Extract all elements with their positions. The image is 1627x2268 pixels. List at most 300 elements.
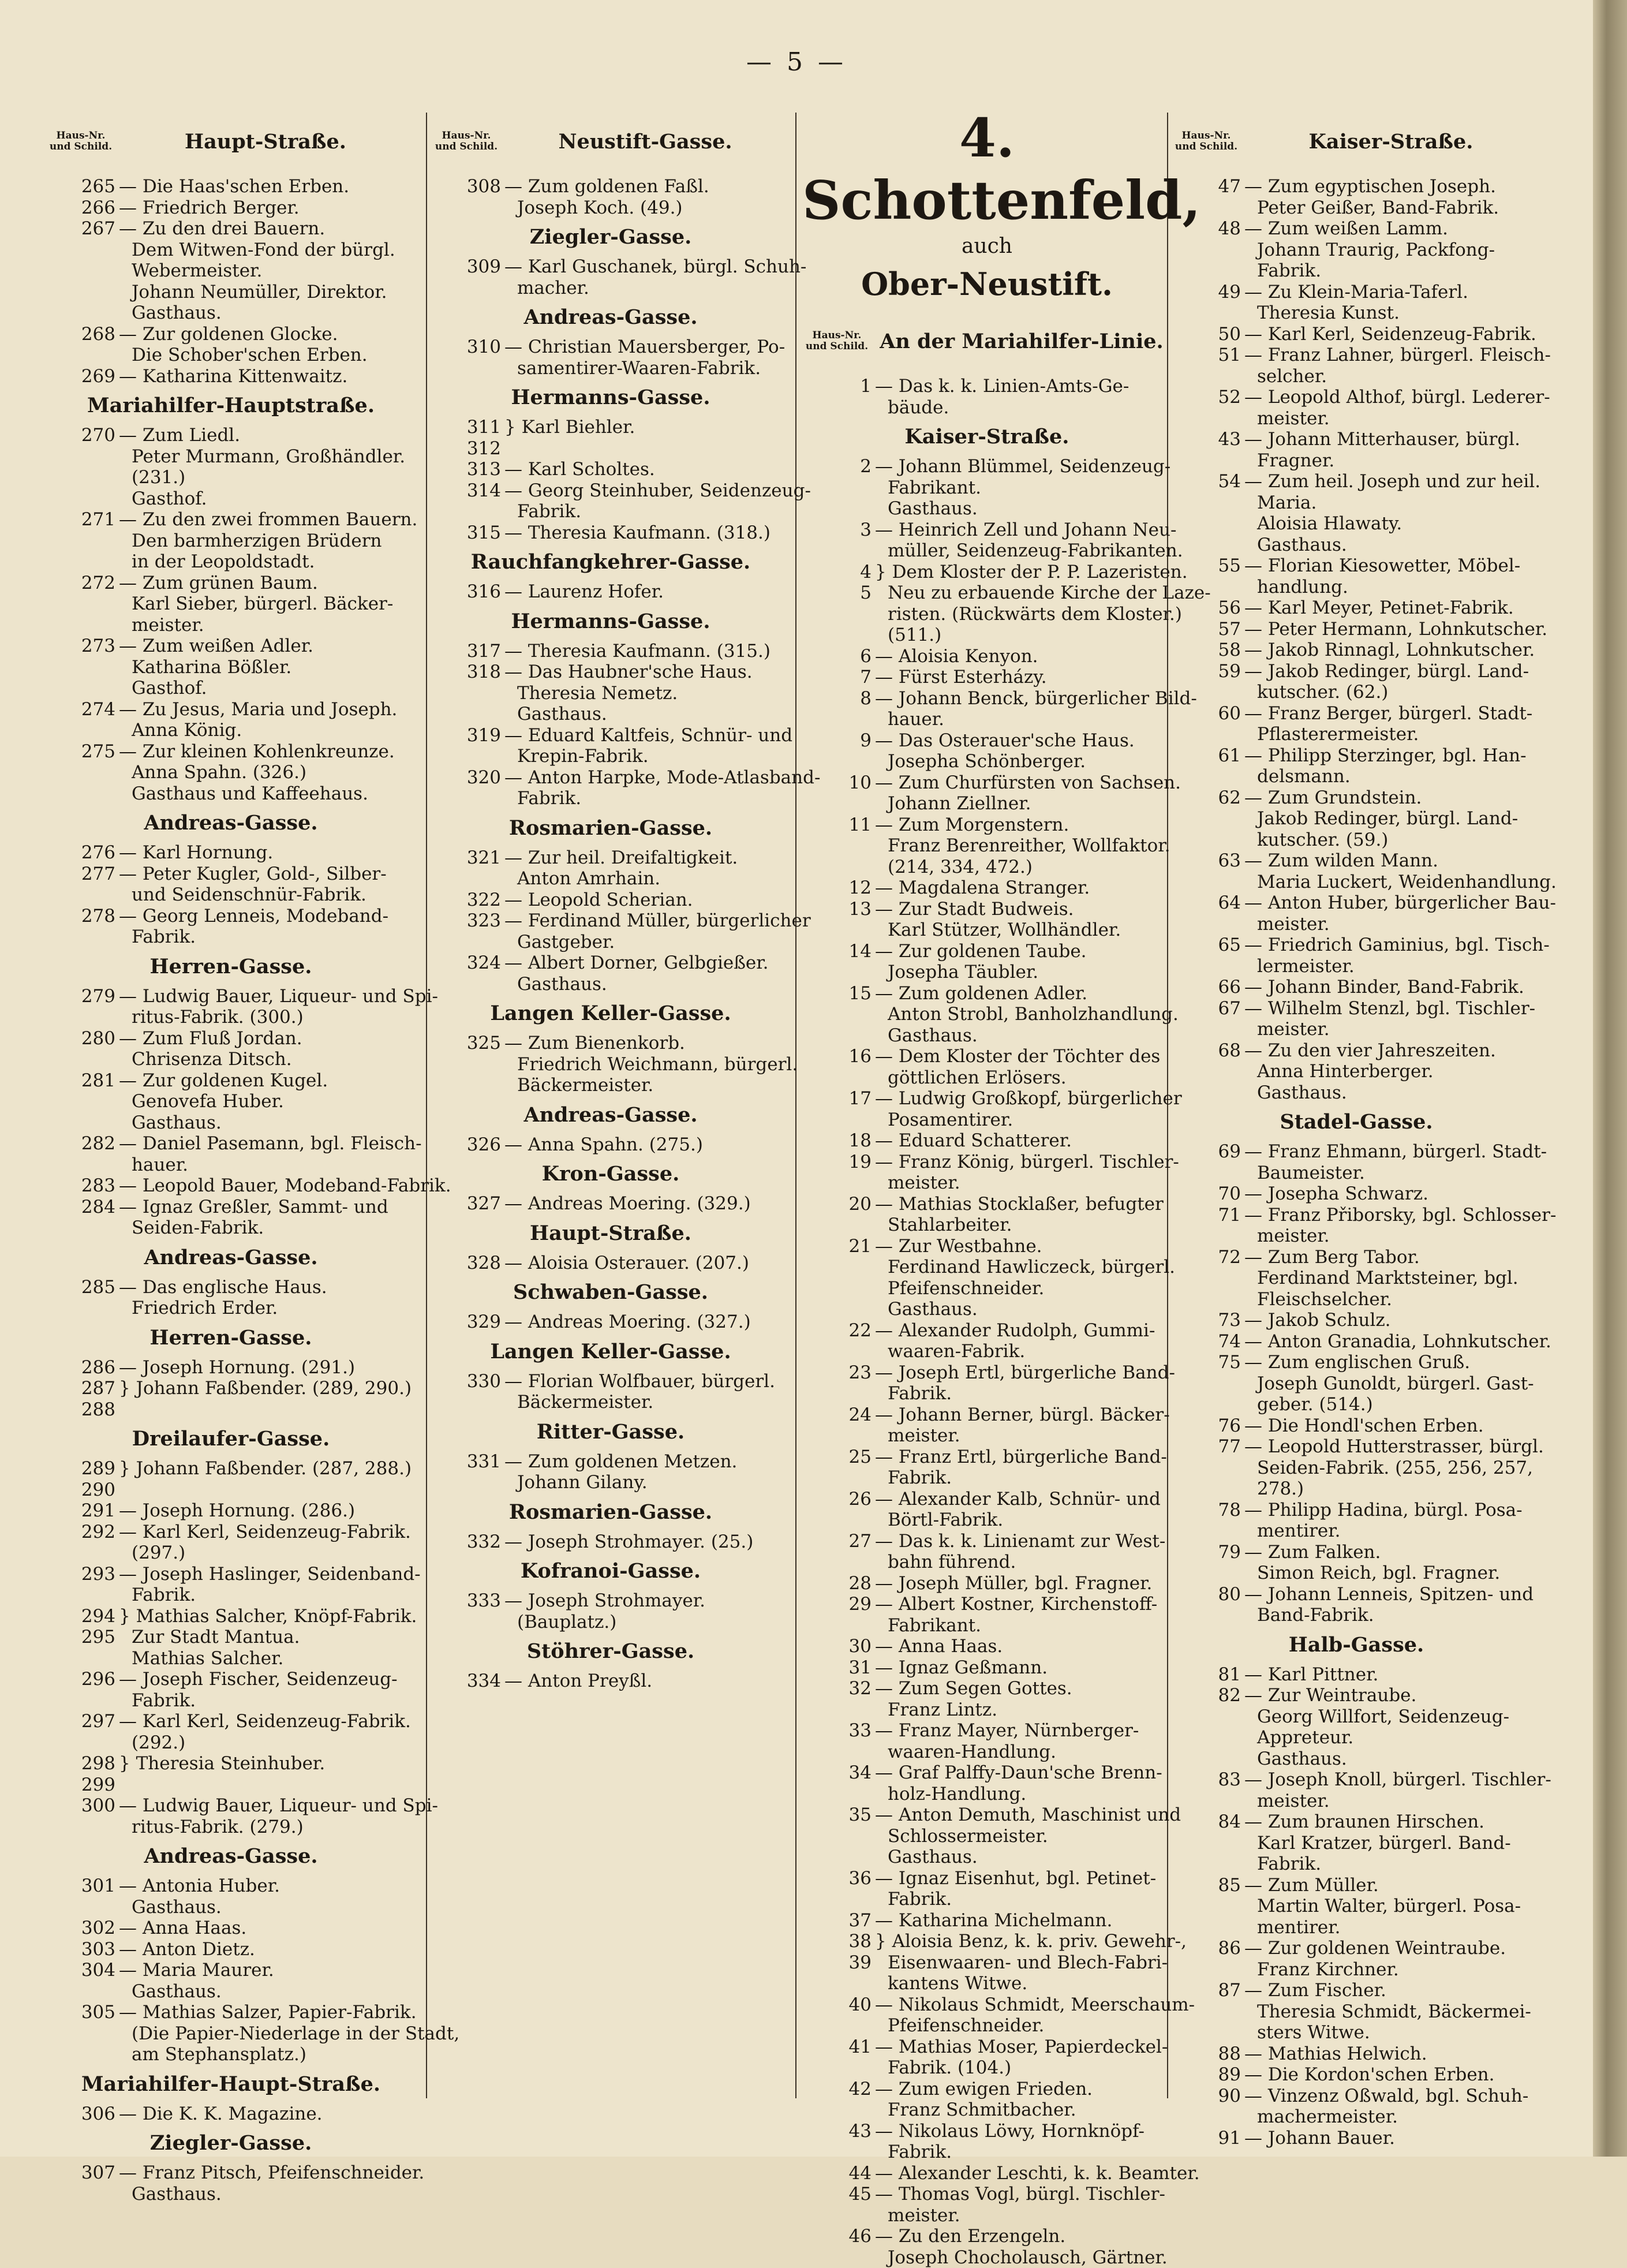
entry-text <box>119 1753 416 1795</box>
house-number: 26 <box>802 1489 875 1531</box>
directory-entry <box>46 1711 416 1753</box>
directory-entry <box>1172 1183 1541 1205</box>
entry-line: — Zum goldenen Metzen. <box>504 1451 790 1473</box>
entry-text <box>119 864 416 906</box>
entry-line: Gasthaus. <box>1244 535 1541 556</box>
house-number: 55 <box>1172 555 1244 597</box>
directory-entry <box>46 1028 416 1070</box>
entry-line: — Aloisia Kenyon. <box>875 646 1172 667</box>
house-number: 319 <box>432 725 504 767</box>
directory-entry <box>802 646 1172 667</box>
entry-line: Gasthaus. <box>875 498 1172 520</box>
entry-line: bahn führend. <box>875 1552 1172 1573</box>
entry-line: — Albert Kostner, Kirchenstoff- <box>875 1594 1172 1615</box>
entry-text <box>119 1458 416 1500</box>
house-number: 52 <box>1172 387 1244 429</box>
street-heading: Ziegler-Gasse. <box>46 2124 416 2162</box>
entry-line: (297.) <box>119 1542 416 1564</box>
house-number-label: Haus-Nr. und Schild. <box>432 130 501 152</box>
street-heading: Halb-Gasse. <box>1172 1626 1541 1664</box>
entry-text <box>119 986 438 1028</box>
entry-line: — Fürst Esterházy. <box>875 667 1172 688</box>
entry-line: Chrisenza Ditsch. <box>119 1049 416 1070</box>
entry-text <box>1244 1664 1541 1686</box>
entry-text <box>1244 977 1541 998</box>
directory-entry <box>46 1669 416 1711</box>
entry-line: Fabrik. (104.) <box>875 2057 1172 2079</box>
entry-text <box>1244 1980 1541 2043</box>
entry-line: Anna Hinterberger. <box>1244 1061 1541 1082</box>
entry-text <box>504 725 792 767</box>
entry-line: — Zur heil. Dreifaltigkeit. <box>504 847 790 869</box>
entry-line: — Johann Blümmel, Seidenzeug- <box>875 456 1172 477</box>
directory-entry <box>802 1236 1172 1320</box>
directory-entry <box>802 899 1172 941</box>
entry-text <box>504 1590 790 1632</box>
entry-line: — Heinrich Zell und Johann Neu- <box>875 520 1183 541</box>
directory-entry <box>46 1500 416 1522</box>
house-number: 310 <box>432 337 504 379</box>
entry-line: — Aloisia Osterauer. (207.) <box>504 1253 790 1274</box>
entry-line: — Jakob Redinger, bürgl. Land- <box>1244 661 1541 682</box>
entry-line: Fabrik. <box>875 2142 1172 2163</box>
entry-line: Johann Gilany. <box>504 1472 790 1493</box>
street-heading: Kofranoi-Gasse. <box>432 1552 790 1590</box>
directory-entry <box>1172 977 1541 998</box>
entry-line: — Joseph Müller, bgl. Fragner. <box>875 1573 1172 1594</box>
entry-line: Gasthaus. <box>504 704 790 725</box>
directory-entry <box>1172 2086 1541 2128</box>
entry-text <box>1244 387 1550 429</box>
entry-line: meister. <box>1244 914 1556 935</box>
directory-entry <box>802 1678 1172 1720</box>
directory-entry <box>802 1531 1172 1573</box>
entry-text <box>119 2162 424 2205</box>
entry-text <box>875 520 1183 562</box>
entry-text <box>504 480 811 522</box>
entry-line: samentirer-Waaren-Fabrik. <box>504 358 790 379</box>
street-heading: Andreas-Gasse. <box>432 298 790 337</box>
entry-line: Theresia Kunst. <box>1244 302 1541 324</box>
entry-line: — Karl Kerl, Seidenzeug-Fabrik. <box>119 1711 416 1732</box>
column-street-title: Neustift-Gasse. <box>501 130 790 154</box>
entry-line: Aloisia Hlawaty. <box>1244 513 1541 535</box>
entry-text <box>875 772 1181 814</box>
entry-text <box>1244 2064 1541 2086</box>
house-number: 66 <box>1172 977 1244 998</box>
entry-line: Bäckermeister. <box>504 1392 790 1413</box>
entry-line: — Magdalena Stranger. <box>875 877 1172 899</box>
directory-entry <box>46 1070 416 1134</box>
house-number: 298 299 <box>46 1753 119 1795</box>
house-number: 76 <box>1172 1415 1244 1437</box>
entry-line: — Friedrich Gaminius, bgl. Tisch- <box>1244 935 1550 956</box>
street-heading: Mariahilfer-Hauptstraße. <box>46 387 416 425</box>
directory-entry <box>1172 1769 1541 1811</box>
directory-entry <box>802 520 1172 562</box>
directory-entry <box>46 1753 416 1795</box>
entry-line: — Zum Fluß Jordan. <box>119 1028 416 1049</box>
house-number: 320 <box>432 767 504 809</box>
entry-text <box>119 1277 416 1319</box>
directory-entry <box>46 1564 416 1606</box>
directory-entry <box>432 1531 790 1553</box>
house-number: 3 <box>802 520 875 562</box>
directory-entry <box>46 1197 416 1239</box>
entry-text <box>875 2184 1172 2226</box>
directory-entry <box>1172 1875 1541 1938</box>
house-number: 270 <box>46 425 119 509</box>
directory-entry <box>802 814 1172 878</box>
entry-text <box>119 1175 451 1197</box>
entry-line: Gasthaus. <box>119 302 416 324</box>
directory-entry <box>46 906 416 948</box>
entry-text <box>1244 1875 1541 1938</box>
entry-line: — Friedrich Berger. <box>119 197 416 219</box>
entry-text <box>875 1762 1172 1804</box>
entry-text <box>875 1152 1179 1194</box>
entry-text <box>1244 345 1551 387</box>
entry-line: — Katharina Kittenwaitz. <box>119 366 416 387</box>
entry-line: Fabrik. <box>119 926 416 948</box>
entry-line: — Thomas Vogl, bürgl. Tischler- <box>875 2184 1172 2205</box>
entry-text <box>1244 1352 1541 1415</box>
column-rule <box>795 113 796 2098</box>
entry-text <box>119 218 416 324</box>
entry-line: } Johann Faßbender. (289, 290.) <box>119 1378 416 1399</box>
entry-text <box>875 1404 1172 1447</box>
house-number: 292 <box>46 1522 119 1564</box>
entry-line: — Zum Bienenkorb. <box>504 1033 798 1054</box>
entry-text <box>875 688 1197 730</box>
house-number: 81 <box>1172 1664 1244 1686</box>
entry-line: Krepin-Fabrik. <box>504 746 792 767</box>
directory-entry <box>46 425 416 509</box>
entry-line: — Die Kordon'schen Erben. <box>1244 2064 1541 2086</box>
entry-line: Fabrik. <box>1244 1854 1541 1875</box>
entry-line: Genovefa Huber. <box>119 1091 416 1112</box>
house-number: 283 <box>46 1175 119 1197</box>
house-number: 317 <box>432 641 504 662</box>
entry-line: — Zu den vier Jahreszeiten. <box>1244 1040 1541 1062</box>
house-number: 4 5 <box>802 562 875 646</box>
entry-line: — Katharina Michelmann. <box>875 1910 1172 1931</box>
entry-line: — Nikolaus Schmidt, Meerschaum- <box>875 1994 1195 2016</box>
entry-text <box>504 910 811 952</box>
house-number: 300 <box>46 1795 119 1837</box>
entry-line: meister. <box>1244 408 1550 429</box>
entry-line: — Franz Přiborsky, bgl. Schlosser- <box>1244 1205 1556 1226</box>
entry-text <box>1244 1247 1541 1310</box>
directory-entry <box>432 480 790 522</box>
entry-text <box>1244 850 1557 892</box>
house-number: 69 <box>1172 1141 1244 1183</box>
street-heading: Herren-Gasse. <box>46 948 416 986</box>
entry-line: — Anton Dietz. <box>119 1939 416 1960</box>
house-number-label: Haus-Nr. und Schild. <box>46 130 115 152</box>
house-number: 293 <box>46 1564 119 1606</box>
directory-entry <box>46 741 416 805</box>
entry-line: Theresia Nemetz. <box>504 683 790 704</box>
entry-line: Jakob Redinger, bürgl. Land- <box>1244 808 1541 830</box>
directory-column-1 <box>46 107 416 2144</box>
entry-line: Fabrik. <box>119 1690 416 1712</box>
entry-line: — Mathias Moser, Papierdeckel- <box>875 2037 1172 2058</box>
directory-entry <box>46 1918 416 1939</box>
entry-line: — Zum englischen Gruß. <box>1244 1352 1541 1373</box>
house-number: 32 <box>802 1678 875 1720</box>
entry-text <box>1244 2086 1541 2128</box>
entry-line: — Albert Dorner, Gelbgießer. <box>504 952 790 974</box>
house-number: 85 <box>1172 1875 1244 1938</box>
entry-line: Ferdinand Marktsteiner, bgl. <box>1244 1268 1541 1289</box>
house-number: 277 <box>46 864 119 906</box>
entry-line: Anton Strobl, Banholzhandlung. <box>875 1004 1179 1025</box>
directory-entry <box>802 1573 1172 1594</box>
entry-line: — Eduard Schatterer. <box>875 1130 1172 1152</box>
entry-line: — Leopold Scherian. <box>504 890 790 911</box>
entry-text <box>1244 1141 1547 1183</box>
entry-line: Karl Sieber, bürgerl. Bäcker- <box>119 593 416 615</box>
entry-line: — Alexander Rudolph, Gummi- <box>875 1320 1172 1342</box>
entry-text <box>1244 597 1541 619</box>
entry-line: Band-Fabrik. <box>1244 1605 1541 1626</box>
entry-line: Die Schober'schen Erben. <box>119 345 416 366</box>
house-number: 10 <box>802 772 875 814</box>
directory-entry <box>46 2002 416 2065</box>
entry-line: Pflasterermeister. <box>1244 724 1541 745</box>
house-number: 60 <box>1172 703 1244 745</box>
entry-line: Dem Witwen-Fond der bürgl. <box>119 240 416 261</box>
street-heading: Andreas-Gasse. <box>46 1239 416 1277</box>
directory-entry <box>432 1253 790 1274</box>
column-header <box>432 107 790 176</box>
column-header <box>802 307 1172 376</box>
entry-line: Joseph Gunoldt, bürgerl. Gast- <box>1244 1373 1541 1395</box>
street-heading: Rauchfangkehrer-Gasse. <box>432 543 790 581</box>
entry-line: Karl Kratzer, bürgerl. Band- <box>1244 1833 1541 1854</box>
directory-entry <box>46 2162 416 2205</box>
house-number: 73 <box>1172 1310 1244 1331</box>
entry-line: Maria. <box>1244 492 1541 514</box>
house-number: 2 <box>802 456 875 520</box>
entry-text <box>875 1910 1172 1931</box>
directory-entry <box>1172 1980 1541 2043</box>
entry-text <box>1244 1183 1541 1205</box>
entry-line: Bäckermeister. <box>504 1075 798 1096</box>
directory-entry <box>432 1033 790 1096</box>
house-number: 54 <box>1172 471 1244 555</box>
house-number: 62 <box>1172 787 1244 851</box>
column-header <box>1172 107 1541 176</box>
entry-text <box>1244 1584 1541 1626</box>
entry-line: Katharina Bößler. <box>119 657 416 678</box>
entry-text <box>875 814 1172 878</box>
entry-text <box>119 1669 416 1711</box>
house-number: 24 <box>802 1404 875 1447</box>
entry-line: Franz Schmitbacher. <box>875 2099 1172 2121</box>
entry-text <box>1244 661 1541 703</box>
entry-line: — Dem Kloster der Töchter des <box>875 1046 1172 1067</box>
house-number: 46 <box>802 2226 875 2268</box>
house-number: 64 <box>1172 892 1244 935</box>
entry-line: — Jakob Rinnagl, Lohnkutscher. <box>1244 640 1541 661</box>
street-heading: Andreas-Gasse. <box>46 804 416 842</box>
entry-line: Gasthaus. <box>1244 1748 1541 1770</box>
house-number: 58 <box>1172 640 1244 661</box>
directory-entry <box>432 1371 790 1413</box>
directory-column-4 <box>1172 107 1541 2144</box>
entry-text <box>119 573 416 636</box>
directory-entry <box>802 983 1172 1047</box>
entry-line: — Zur goldenen Glocke. <box>119 324 416 345</box>
directory-column-3 <box>802 107 1172 2144</box>
street-heading: Stadel-Gasse. <box>1172 1103 1541 1141</box>
entry-line: kutscher. (59.) <box>1244 830 1541 851</box>
entry-text <box>1244 2128 1541 2149</box>
directory-entry <box>802 877 1172 899</box>
street-heading: Hermanns-Gasse. <box>432 603 790 641</box>
directory-entry <box>802 1636 1172 1657</box>
house-number: 11 <box>802 814 875 878</box>
entry-line: — Zu Jesus, Maria und Joseph. <box>119 699 416 720</box>
directory-entry <box>432 641 790 662</box>
street-heading: Schwaben-Gasse. <box>432 1273 790 1312</box>
entry-line: Eisenwaaren- und Blech-Fabri- <box>875 1952 1187 1974</box>
house-number: 13 <box>802 899 875 941</box>
entry-text <box>504 522 790 544</box>
house-number: 282 <box>46 1133 119 1175</box>
house-number: 37 <box>802 1910 875 1931</box>
entry-text <box>875 1531 1172 1573</box>
entry-line: ritus-Fabrik. (300.) <box>119 1007 438 1028</box>
entry-text <box>875 1931 1187 1994</box>
entry-line: hauer. <box>119 1154 422 1176</box>
entry-text <box>875 2121 1172 2163</box>
directory-entry <box>46 1795 416 1837</box>
entry-text <box>119 1564 421 1606</box>
house-number: 330 <box>432 1371 504 1413</box>
house-number: 47 <box>1172 176 1244 218</box>
directory-entry <box>1172 429 1541 471</box>
house-number: 322 <box>432 890 504 911</box>
entry-line: — Zum Segen Gottes. <box>875 1678 1172 1699</box>
entry-line: meister. <box>1244 1019 1541 1040</box>
directory-entry <box>802 1994 1172 2037</box>
entry-line: Fabrik. <box>504 501 811 522</box>
entry-line: Appreteur. <box>1244 1727 1541 1748</box>
house-number: 278 <box>46 906 119 948</box>
directory-entry <box>46 176 416 197</box>
entry-line: — Johann Berner, bürgl. Bäcker- <box>875 1404 1172 1426</box>
entry-text <box>1244 324 1541 345</box>
entry-line: Posamentirer. <box>875 1109 1182 1131</box>
entry-line: Fabrik. <box>875 1889 1172 1910</box>
entry-line: — Peter Kugler, Gold-, Silber- <box>119 864 416 885</box>
entry-text <box>875 562 1211 646</box>
entry-text <box>1244 640 1541 661</box>
directory-entry <box>46 218 416 324</box>
entry-line: } Karl Biehler. <box>504 417 790 438</box>
entry-text <box>119 1795 438 1837</box>
entry-line: } Dem Kloster der P. P. Lazeristen. <box>875 562 1211 583</box>
house-number: 84 <box>1172 1811 1244 1875</box>
house-number: 70 <box>1172 1183 1244 1205</box>
entry-text <box>119 636 416 699</box>
house-number: 33 <box>802 1720 875 1762</box>
entry-line: — Alexander Kalb, Schnür- und <box>875 1489 1172 1510</box>
entry-line: Pfeifenschneider. <box>875 2015 1195 2037</box>
house-number: 323 <box>432 910 504 952</box>
entry-line: Fabrikant. <box>875 477 1172 499</box>
street-heading: Ziegler-Gasse. <box>432 218 790 256</box>
house-number: 287 288 <box>46 1378 119 1420</box>
house-number: 14 <box>802 941 875 983</box>
directory-entry <box>46 1960 416 2002</box>
house-number: 304 <box>46 1960 119 2002</box>
house-number: 41 <box>802 2037 875 2079</box>
entry-line: Fabrik. <box>119 1585 421 1606</box>
entry-line: Franz Kirchner. <box>1244 1959 1541 1981</box>
entry-line: in der Leopoldstadt. <box>119 551 417 573</box>
entry-line: — Joseph Hornung. (291.) <box>119 1357 416 1378</box>
directory-entry <box>46 1606 416 1669</box>
entry-line: — Das Osterauer'sche Haus. <box>875 730 1172 752</box>
entry-text <box>119 366 416 387</box>
street-heading: Rosmarien-Gasse. <box>432 1493 790 1531</box>
house-number: 25 <box>802 1447 875 1489</box>
directory-entry <box>802 1762 1172 1804</box>
entry-line: } Aloisia Benz, k. k. priv. Gewehr-, <box>875 1931 1187 1952</box>
entry-line: meister. <box>1244 1225 1556 1247</box>
house-number: 12 <box>802 877 875 899</box>
entry-line: Gasthaus und Kaffeehaus. <box>119 783 416 805</box>
entry-line: (292.) <box>119 1732 416 1754</box>
entry-line: Martin Walter, bürgerl. Posa- <box>1244 1896 1541 1917</box>
entry-line: meister. <box>875 1425 1172 1447</box>
house-number: 333 <box>432 1590 504 1632</box>
house-number: 71 <box>1172 1205 1244 1247</box>
directory-entry <box>46 2103 416 2125</box>
entry-line: — Franz Berger, bürgerl. Stadt- <box>1244 703 1541 724</box>
house-number: 266 <box>46 197 119 219</box>
entry-line: — Graf Palffy-Daun'sche Brenn- <box>875 1762 1172 1784</box>
directory-entry <box>1172 1436 1541 1500</box>
entry-text <box>119 1357 416 1378</box>
entry-text <box>119 1939 416 1960</box>
house-number: 308 <box>432 176 504 218</box>
house-number: 27 <box>802 1531 875 1573</box>
house-number: 271 <box>46 509 119 573</box>
house-number: 86 <box>1172 1938 1244 1980</box>
entry-text <box>119 1875 416 1918</box>
entry-line: — Karl Kerl, Seidenzeug-Fabrik. <box>1244 324 1541 345</box>
entry-line: sters Witwe. <box>1244 2022 1541 2043</box>
directory-entry <box>802 667 1172 688</box>
entry-line: — Franz Pitsch, Pfeifenschneider. <box>119 2162 424 2184</box>
entry-line: — Zum ewigen Frieden. <box>875 2079 1172 2100</box>
entry-line: — Wilhelm Stenzl, bgl. Tischler- <box>1244 998 1541 1019</box>
house-number: 306 <box>46 2103 119 2125</box>
entry-line: — Die Hondl'schen Erben. <box>1244 1415 1541 1437</box>
entry-line: delsmann. <box>1244 766 1541 787</box>
entry-line: — Zum Liedl. <box>119 425 416 446</box>
entry-text <box>1244 555 1541 597</box>
directory-entry <box>46 573 416 636</box>
entry-text <box>119 1960 416 2002</box>
directory-entry <box>46 699 416 741</box>
house-number: 307 <box>46 2162 119 2205</box>
